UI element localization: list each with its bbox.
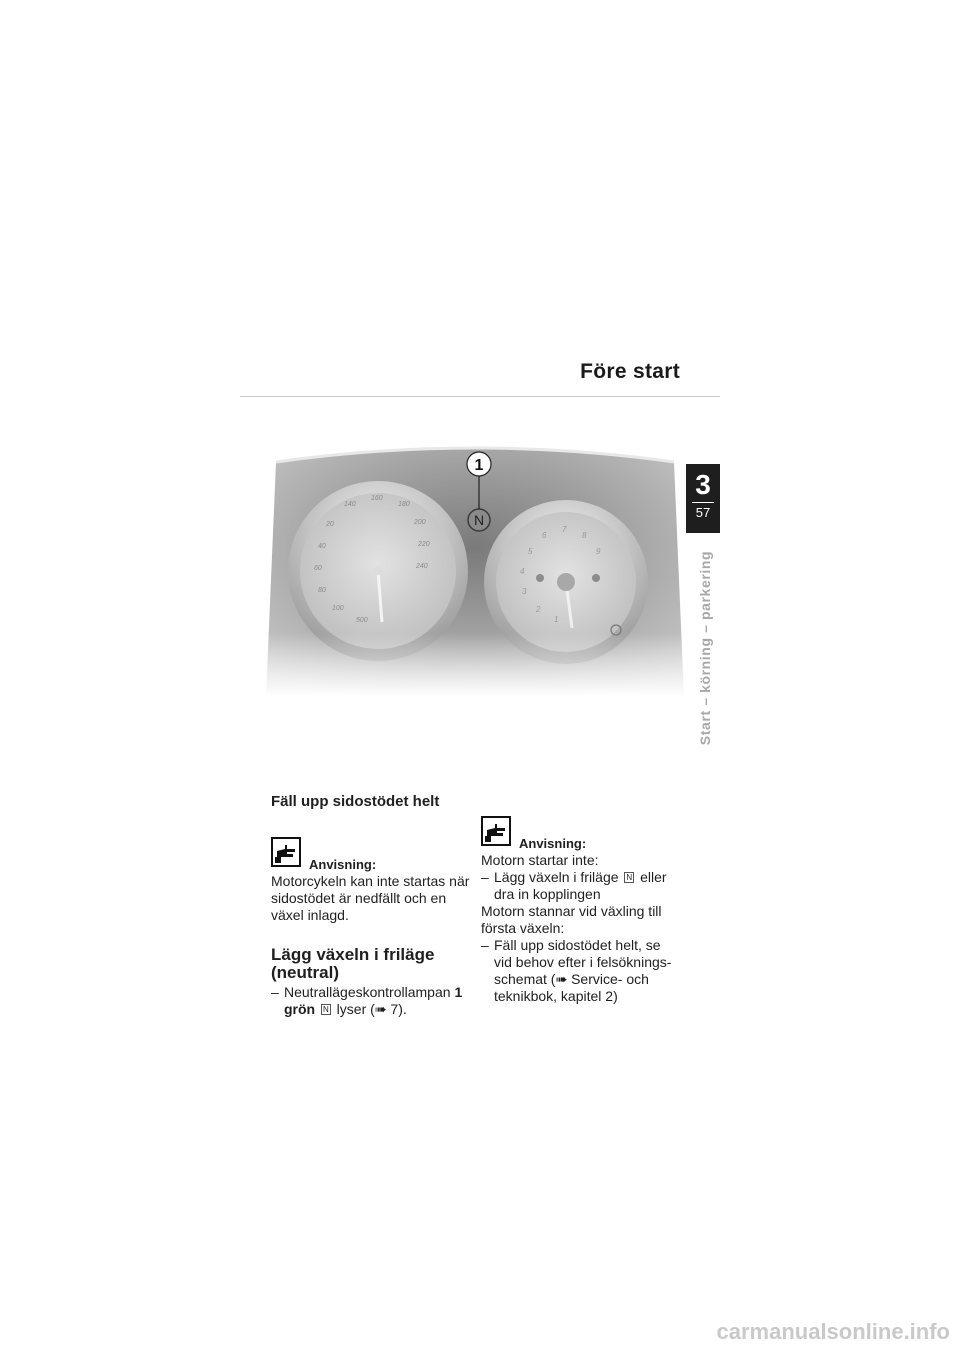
list-dash: – <box>481 937 489 953</box>
item-text: Fäll upp sidostödet helt, se vid behov efter i felsöknings-schemat ( <box>494 937 672 987</box>
page-title: Före start <box>580 360 680 383</box>
right-column <box>481 812 681 1005</box>
list-dash: – <box>271 984 279 1000</box>
note-label: Anvisning: <box>519 836 587 851</box>
item-color: grön <box>284 1001 316 1017</box>
section-title-neutral: Lägg växeln i friläge (neutral) <box>271 945 435 982</box>
list-item <box>481 869 681 903</box>
note-line-1: Motorn startar inte: <box>481 852 599 868</box>
list-dash: – <box>481 869 489 885</box>
neutral-symbol-icon: N <box>626 873 633 882</box>
note-text: Motorcykeln kan inte startas när sidostödet är nedfällt och en växel inlagd. <box>271 873 470 923</box>
arrow-icon: ➠ <box>374 1001 387 1017</box>
arrow-icon: ➠ <box>555 971 568 987</box>
item-text: Neutrallägeskontrollampan <box>284 984 451 1000</box>
item-text: Lägg växeln i friläge <box>494 869 619 885</box>
page-number: 57 <box>695 505 711 520</box>
item-text-2: Service- och teknikbok, kapitel 2) <box>494 971 649 1004</box>
note-hand-icon <box>481 816 511 846</box>
neutral-symbol-icon: N <box>323 1005 329 1014</box>
chapter-side-label: Start – körning – parkering <box>697 550 713 746</box>
item-text-2: eller dra in kopplingen <box>494 869 667 902</box>
item-page-ref: 7). <box>390 1001 407 1017</box>
list-item <box>481 937 681 1005</box>
section-title-sidestand: Fäll upp sidostödet helt <box>271 793 440 810</box>
left-column <box>271 793 471 1018</box>
instrument-cluster-image <box>266 442 684 697</box>
note-label: Anvisning: <box>309 857 377 872</box>
chapter-number: 3 <box>695 469 711 500</box>
note-block <box>271 833 471 924</box>
list-item <box>271 984 471 1018</box>
note-line-2: Motorn stannar vid växling till första växeln: <box>481 903 662 936</box>
item-callout-ref: 1 <box>454 984 463 1000</box>
note-block-right <box>481 812 681 852</box>
note-hand-icon <box>271 837 301 867</box>
header-divider <box>240 396 720 397</box>
item-text-2: lyser ( <box>336 1001 375 1017</box>
watermark: carmanualsonline.info <box>716 1319 950 1344</box>
